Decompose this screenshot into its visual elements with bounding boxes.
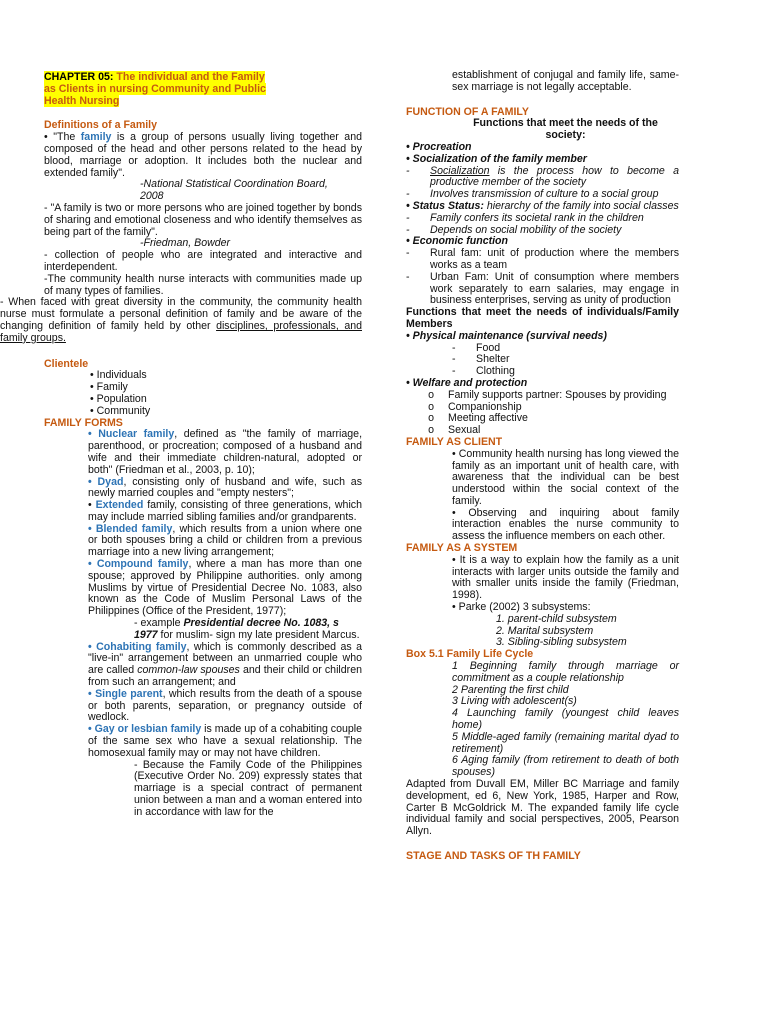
client-paragraph: • Observing and inquiring about family interaction enables the nurse community to assess the influence members on each other. <box>452 506 679 543</box>
definition-4: -The community health nurse interacts with communities made up of many types of families. <box>44 272 362 297</box>
list-item: • Individuals <box>90 369 147 382</box>
list-item: 6 Aging family (from retirement to death of both spouses) <box>452 754 679 779</box>
box-citation: Adapted from Duvall EM, Miller BC Marriage and family development, ed 6, New York, 1985, Harper and Row, Carter B McGoldrick M. The expanded family life cycle individual family and social perspectives, 2005, Pearson Allyn. <box>406 778 679 838</box>
system-paragraph: • It is a way to explain how the family as a unit interacts with larger units outside the family and with smaller units inside the family (Friedman, 1998). <box>452 553 679 602</box>
list-item: • Population <box>90 392 147 405</box>
family-client-heading: FAMILY AS CLIENT <box>406 435 503 448</box>
gay-lesbian-note: - Because the Family Code of the Philippines (Executive Order No. 209) expressly states that marriage is a special contract of permanent union between a man and a woman entered into in accordance with law for the <box>134 758 362 818</box>
gay-lesbian-family: • Gay or lesbian family is made up of a cohabiting couple of the same sex who have a sexual relationship. The homosexual family may or may not have children. <box>88 723 363 759</box>
individual-needs-heading: Functions that meet the needs of individuals/Family Members <box>406 306 679 330</box>
chapter-title <box>44 72 362 107</box>
list-item: o Sexual <box>428 424 481 437</box>
nuclear-family: • Nuclear family, defined as "the family of marriage, parenthood, or procreation; composed of a husband and wife and their immediate children-natural, adopted or both" (Friedman et al., 2003, p. 10); <box>88 428 363 476</box>
definitions-heading: Definitions of a Family <box>44 119 158 132</box>
family-client-body <box>406 449 679 543</box>
single-parent-family: • Single parent, which results from the death of a spouse or both parents, separation, or pregnancy outside of wedlock. <box>88 687 362 724</box>
list-item: o Meeting affective <box>428 412 528 425</box>
socialization: • Socialization of the family member <box>406 152 587 165</box>
definition-1-source: -National Statistical Coordination Board, 2008 <box>140 178 328 203</box>
list-item: o Companionship <box>428 400 522 413</box>
dyad-family: • Dyad, consisting only of husband and wife, such as newly married couples and "empty nesters"; <box>88 475 362 500</box>
socialization-item: - Socialization is the process how to become a productive member of the society <box>406 164 679 189</box>
extended-family: • Extended family, consisting of three generations, which may include married sibling families and/or grandparents. <box>88 499 362 523</box>
list-item: o Family supports partner: Spouses by providing <box>428 388 667 401</box>
welfare-protection: • Welfare and protection <box>406 376 528 389</box>
list-item: - Clothing <box>452 365 515 378</box>
list-item: • Community <box>90 404 151 417</box>
stage-tasks-heading: STAGE AND TASKS OF TH FAMILY <box>406 850 581 862</box>
family-system-body <box>406 555 679 649</box>
list-item: 1. parent-child subsystem <box>496 612 617 625</box>
chapter-label: CHAPTER 05: <box>44 71 114 83</box>
cohabiting-family: • Cohabiting family, which is commonly described as a "live-in" arrangement between an unmarried couple who are called common-law spouses and their child or children from such an arrangement; and <box>88 640 363 689</box>
list-item: 5 Middle-aged family (remaining marital dyad to retirement) <box>452 730 679 755</box>
list-item: 1 Beginning family through marriage or commitment as a couple relationship <box>452 660 679 684</box>
definition-1: • "The family is a group of persons usually living together and composed of the head and other persons related to the head by blood, marriage or adoption. It includes both the nuclear and extended family". <box>44 131 362 179</box>
gay-lesbian-note-continued: establishment of conjugal and family life, same-sex marriage is not legally acceptable. <box>452 69 679 93</box>
list-item: 3 Living with adolescent(s) <box>452 695 577 708</box>
family-forms-heading: FAMILY FORMS <box>44 416 123 429</box>
status-item: - Depends on social mobility of the society <box>406 223 622 236</box>
function-heading: FUNCTION OF A FAMILY <box>406 105 530 118</box>
client-paragraph: • Community health nursing has long viewed the family as an important unit of health care, with awareness that the individual can be best understood within the social context of the family. <box>452 447 679 507</box>
list-item: 4 Launching family (youngest child leaves home) <box>452 707 679 732</box>
status-item: - Family confers its societal rank in the children <box>406 211 644 224</box>
list-item: - Shelter <box>452 353 510 366</box>
family-system-heading: FAMILY AS A SYSTEM <box>406 542 518 555</box>
blended-family: • Blended family, which results from a union where one or both spouses bring a child or children from a previous marriage into a new living arrangement; <box>88 522 362 559</box>
chapter-title-1: The individual and the Family <box>113 71 265 83</box>
compound-family: • Compound family, where a man has more than one spouse; approved by Philippine authorities. only among Muslims by virtue of Presidential Decree No. 1083, also known as the Code of Muslim Personal Laws of the Philippines (Office of the President, 1977); <box>88 558 362 618</box>
economic-function: • Economic function <box>406 235 508 248</box>
physical-list <box>406 343 679 378</box>
chapter-title-2: as Clients in nursing Community and Public <box>44 82 266 95</box>
list-item: • Family <box>90 381 128 394</box>
right-column <box>406 70 679 863</box>
list-item: 3. Sibling-sibling subsystem <box>496 636 627 649</box>
function-society-heading: Functions that meet the needs of the society: <box>473 117 658 142</box>
socialization-item: - Involves transmission of culture to a social group <box>406 188 659 201</box>
definition-2-source: -Friedman, Bowder <box>140 237 231 250</box>
definition-3: - collection of people who are integrated and interactive and interdependent. <box>44 249 362 273</box>
life-cycle-list <box>406 661 679 779</box>
box-heading: Box 5.1 Family Life Cycle <box>406 648 534 661</box>
definition-2: - "A family is two or more persons who are joined together by bonds of sharing and emotional closeness and who identify themselves as being part of the family". <box>44 201 362 238</box>
list-item: 2. Marital subsystem <box>496 624 594 637</box>
definition-5: - When faced with great diversity in the community, the community health nurse must formulate a personal definition of family and be aware of the changing definition of family held by other disciplines, professionals, and family groups. <box>0 296 362 344</box>
procreation: • Procreation <box>406 140 472 153</box>
chapter-title-3: Health Nursing <box>44 94 120 107</box>
physical-maintenance: • Physical maintenance (survival needs) <box>406 329 607 342</box>
clientele-heading: Clientele <box>44 357 89 370</box>
list-item: 2 Parenting the first child <box>452 683 569 696</box>
economic-item: - Rural fam: unit of production where the members works as a team <box>406 247 679 271</box>
compound-example: - example Presidential decree No. 1083, s 1977 for muslim- sign my late president Marcus. <box>134 617 360 641</box>
economic-item: - Urban Fam: Unit of consumption where members work separately to earn salaries, may engage in business enterprises, serving as unity of production <box>406 270 679 307</box>
system-paragraph: • Parke (2002) 3 subsystems: <box>452 601 591 614</box>
clientele-list <box>44 370 362 417</box>
status-function: • Status Status: hierarchy of the family into social classes <box>406 199 679 212</box>
list-item: - Food <box>452 341 501 354</box>
subsystem-list <box>452 614 679 649</box>
family-forms-list <box>44 429 362 818</box>
left-column <box>0 71 363 819</box>
